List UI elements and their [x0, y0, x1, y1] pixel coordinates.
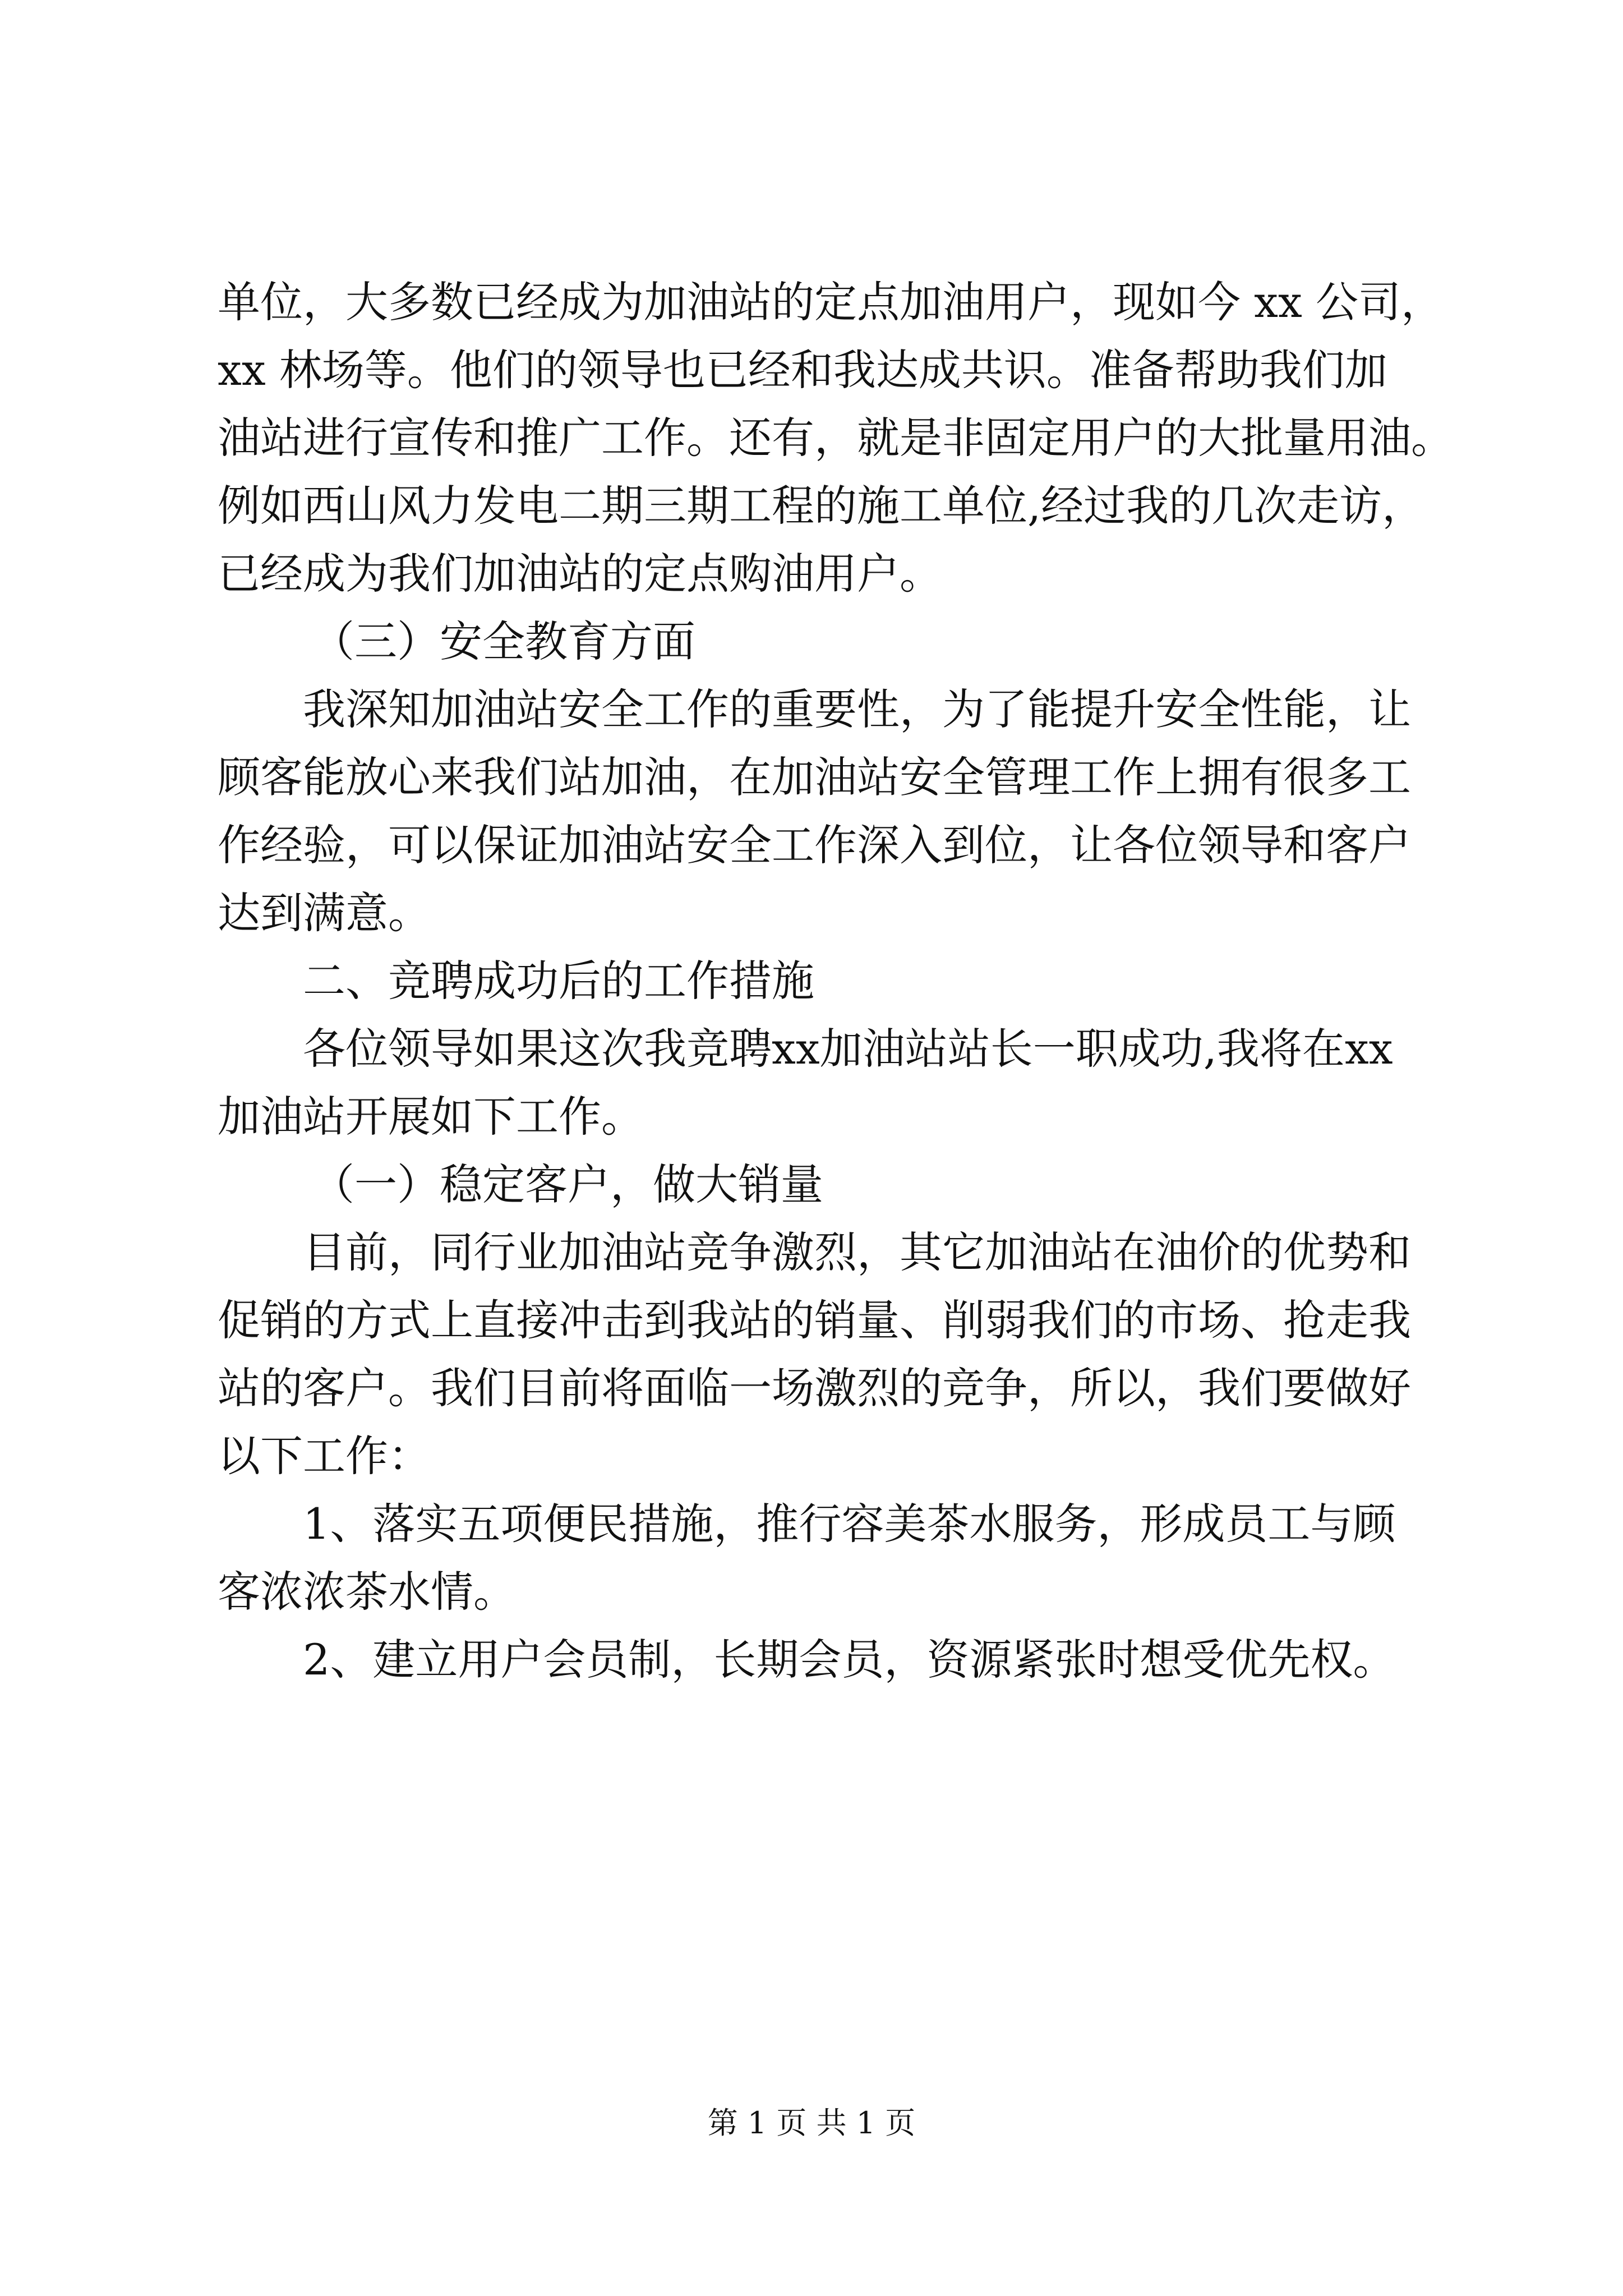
text-line: 客浓浓茶水情。	[218, 1567, 516, 1617]
text-line: 单位，大多数已经成为加油站的定点加油用户，现如今 xx 公司，	[218, 277, 1444, 327]
list-item-first-line: 1、落实五项便民措施，推行容美茶水服务，形成员工与顾	[303, 1499, 1396, 1549]
paragraph-first-line: 我深知加油站安全工作的重要性，为了能提升安全性能，让	[303, 684, 1411, 734]
text-line: 站的客户。我们目前将面临一场激烈的竞争，所以，我们要做好	[218, 1363, 1411, 1413]
document-body	[218, 268, 1454, 1694]
text-line: 以下工作：	[218, 1431, 431, 1481]
paragraph-first-line: 各位领导如果这次我竞聘xx加油站站长一职成功,我将在xx	[303, 1024, 1393, 1074]
paragraph-first-line: 目前，同行业加油站竞争激烈，其它加油站在油价的优势和	[303, 1227, 1411, 1277]
list-item-first-line: 2、建立用户会员制，长期会员，资源紧张时想受优先权。	[303, 1635, 1396, 1685]
text-line: 达到满意。	[218, 888, 431, 938]
chapter-heading: 二、竞聘成功后的工作措施	[303, 956, 814, 1006]
text-line: 顾客能放心来我们站加油，在加油站安全管理工作上拥有很多工	[218, 752, 1411, 802]
text-line: 促销的方式上直接冲击到我站的销量、削弱我们的市场、抢走我	[218, 1295, 1411, 1345]
section-heading: （一）稳定客户，做大销量	[312, 1159, 823, 1209]
text-line: 加油站开展如下工作。	[218, 1092, 644, 1142]
text-line: xx 林场等。他们的领导也已经和我达成共识。准备帮助我们加	[218, 345, 1387, 395]
section-heading: （三）安全教育方面	[312, 616, 695, 666]
text-line: 作经验，可以保证加油站安全工作深入到位，让各位领导和客户	[218, 820, 1411, 870]
page-number: 第 1 页 共 1 页	[707, 2105, 916, 2141]
text-line: 已经成为我们加油站的定点购油用户。	[218, 549, 942, 599]
page-footer	[0, 2104, 1623, 2143]
text-line: 例如西山风力发电二期三期工程的施工单位,经过我的几次走访，	[218, 481, 1425, 531]
text-line: 油站进行宣传和推广工作。还有，就是非固定用户的大批量用油。	[218, 413, 1454, 463]
